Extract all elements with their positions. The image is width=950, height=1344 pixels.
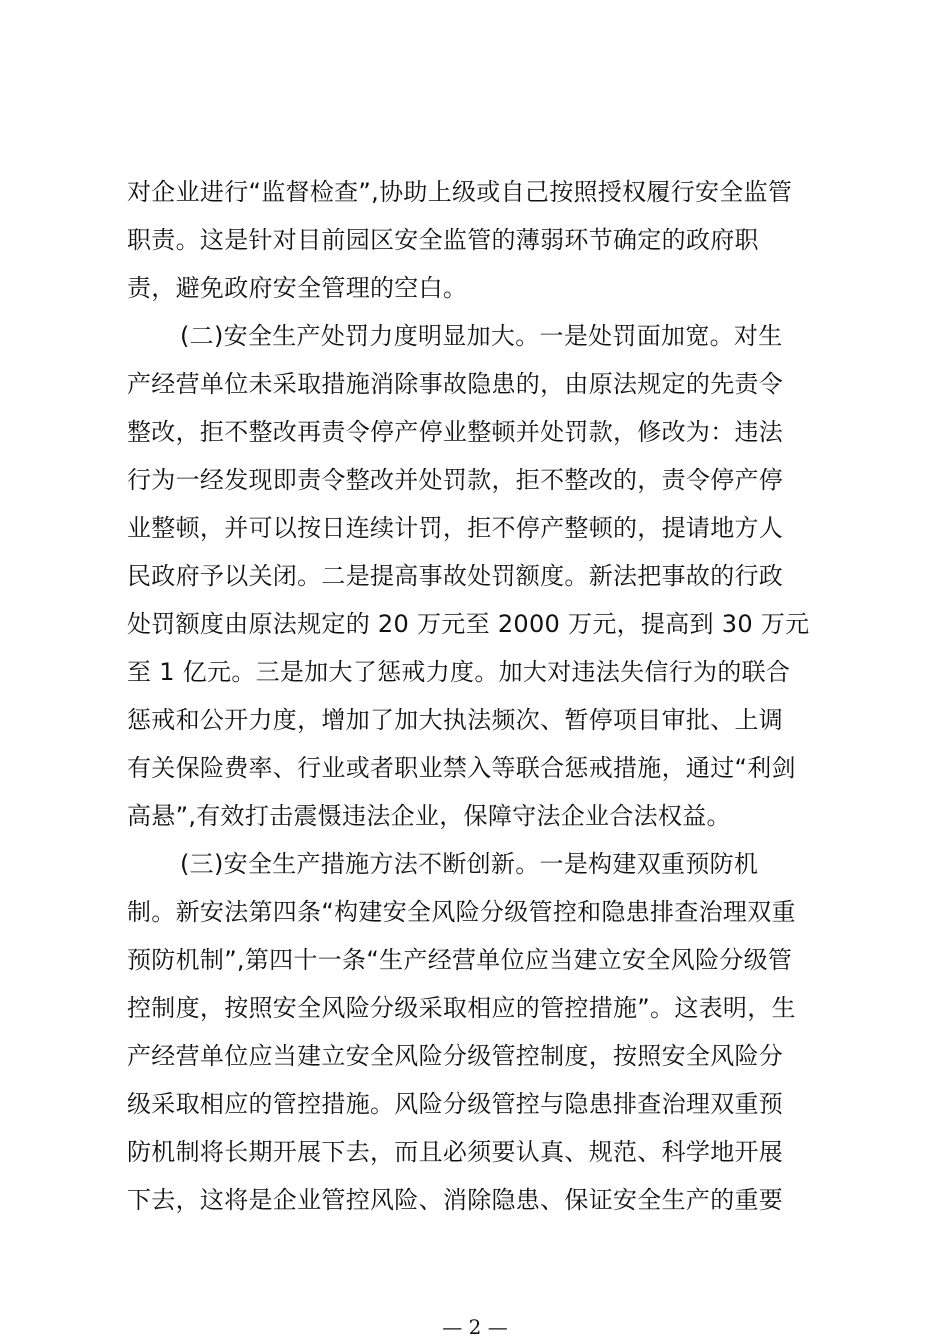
text-line: 控制度，按照安全风险分级采取相应的管控措施”。这表明，生	[127, 994, 796, 1022]
text-line: 下去，这将是企业管控风险、消除隐患、保证安全生产的重要	[127, 1186, 784, 1214]
paragraph-heading-line: (三)安全生产措施方法不断创新。一是构建双重预防机	[180, 850, 759, 878]
text-line: 预防机制”,第四十一条“生产经营单位应当建立安全风险分级管	[127, 946, 793, 974]
text-line: 至 1 亿元。三是加大了惩戒力度。加大对违法失信行为的联合	[127, 658, 791, 686]
text-line: 整改，拒不整改再责令停产停业整顿并处罚款，修改为：违法	[127, 418, 784, 446]
text-line: 有关保险费率、行业或者职业禁入等联合惩戒措施，通过“利剑	[127, 754, 796, 782]
text-line: 产经营单位未采取措施消除事故隐患的，由原法规定的先责令	[127, 370, 784, 398]
text-line: 行为一经发现即责令整改并处罚款，拒不整改的，责令停产停	[127, 466, 784, 494]
text-line: 防机制将长期开展下去，而且必须要认真、规范、科学地开展	[127, 1138, 784, 1166]
text-line: 产经营单位应当建立安全风险分级管控制度，按照安全风险分	[127, 1042, 784, 1070]
text-line: 惩戒和公开力度，增加了加大执法频次、暂停项目审批、上调	[127, 706, 784, 734]
text-line: 制。新安法第四条“构建安全风险分级管控和隐患排查治理双重	[127, 898, 796, 926]
text-line: 级采取相应的管控措施。风险分级管控与隐患排查治理双重预	[127, 1090, 784, 1118]
text-line: 民政府予以关闭。二是提高事故处罚额度。新法把事故的行政	[127, 562, 784, 590]
paragraph-heading-line: (二)安全生产处罚力度明显加大。一是处罚面加宽。对生	[180, 322, 783, 350]
text-line: 高悬”,有效打击震慑违法企业，保障守法企业合法权益。	[127, 802, 731, 830]
page-number: — 2 —	[442, 1315, 508, 1339]
text-line: 处罚额度由原法规定的 20 万元至 2000 万元，提高到 30 万元	[127, 610, 810, 638]
text-line: 责，避免政府安全管理的空白。	[127, 274, 468, 302]
text-line: 业整顿，并可以按日连续计罚，拒不停产整顿的，提请地方人	[127, 514, 784, 542]
text-line: 职责。这是针对目前园区安全监管的薄弱环节确定的政府职	[127, 226, 759, 254]
text-line: 对企业进行“监督检查”,协助上级或自己按照授权履行安全监管	[127, 178, 793, 206]
